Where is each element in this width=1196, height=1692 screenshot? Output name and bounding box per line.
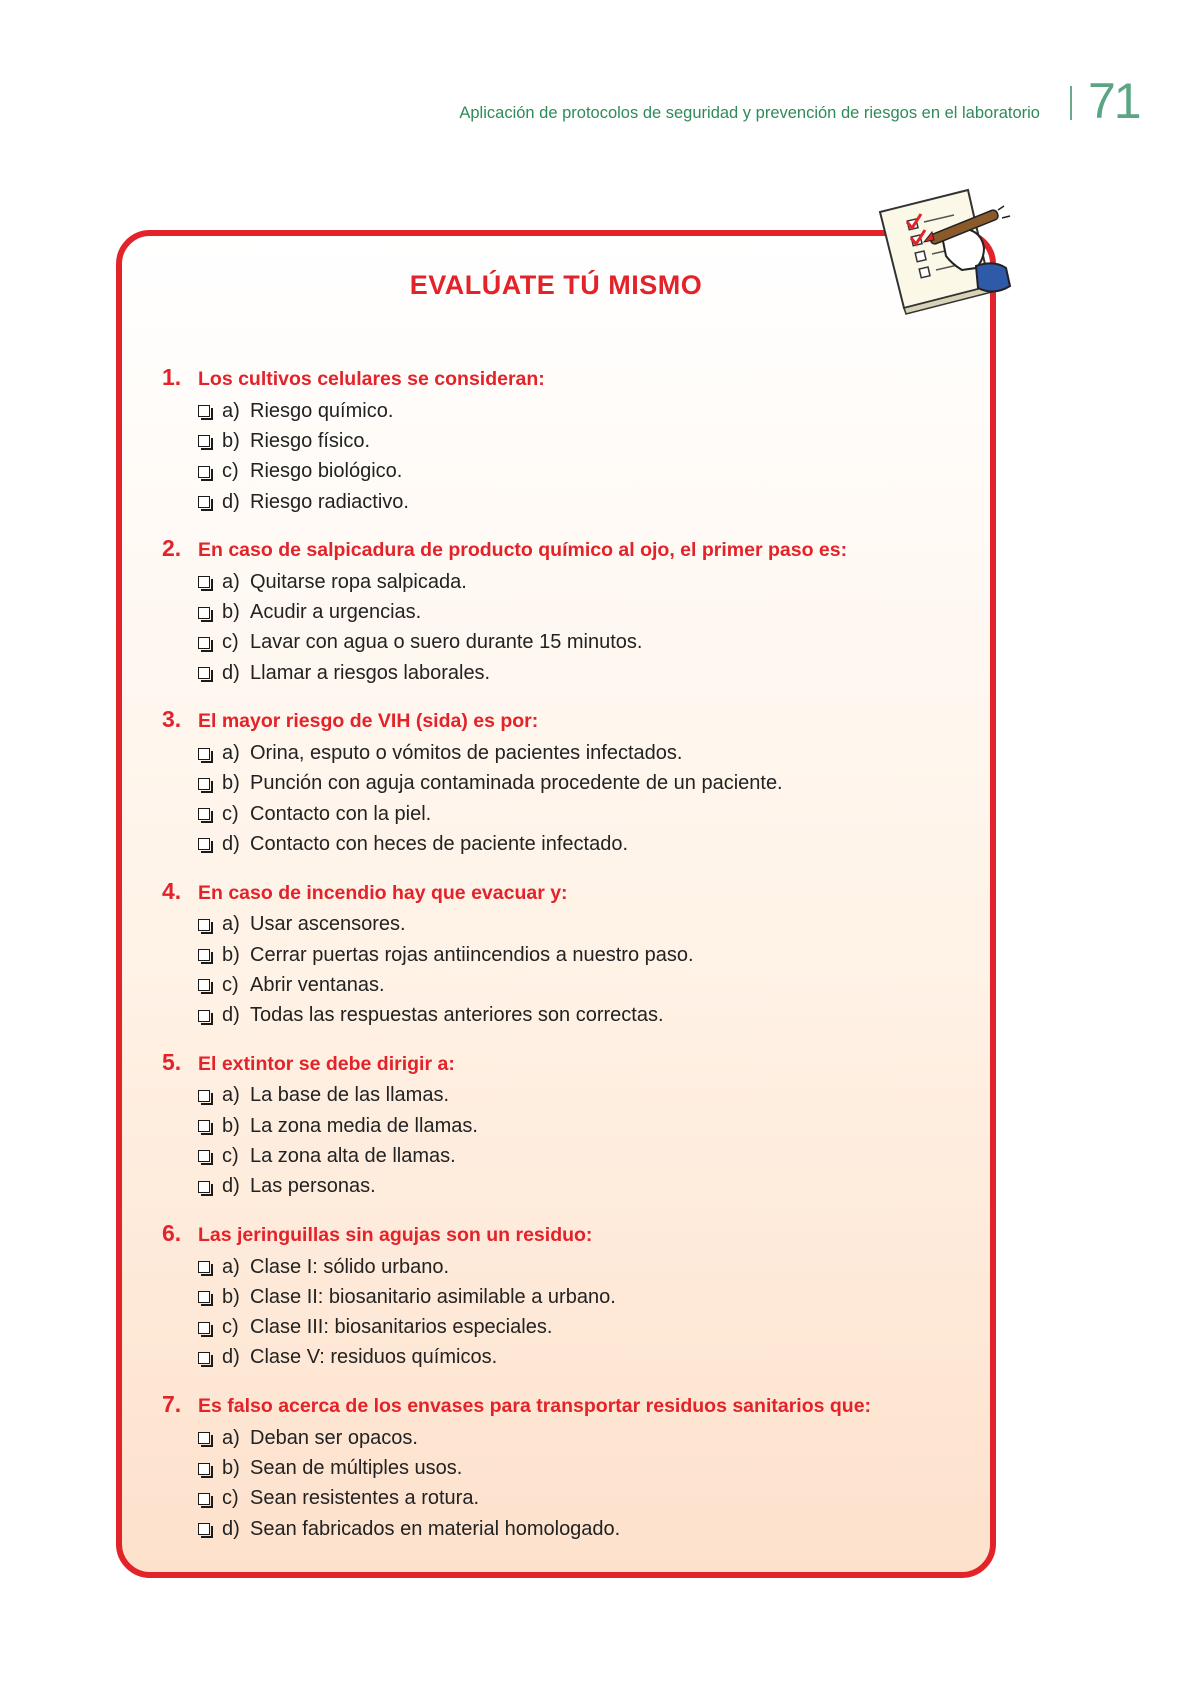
answer-options [162,738,970,859]
option-letter: d) [222,832,240,855]
checkbox-icon[interactable] [198,778,210,790]
question-header [162,878,970,910]
option-text: Sean resistentes a rotura. [250,1487,480,1510]
checkbox-icon[interactable] [198,1291,210,1303]
question-header [162,706,970,738]
option-text: Lavar con agua o suero durante 15 minutos. [250,631,643,654]
option-text: La zona media de llamas. [250,1114,478,1137]
answer-option-a [198,567,970,597]
option-letter: d) [222,1175,240,1198]
question-7 [162,1391,970,1544]
question-6 [162,1220,970,1373]
option-letter: d) [222,661,240,684]
answer-option-d [198,1000,970,1030]
option-text: Riesgo radiactivo. [250,490,409,513]
checkbox-icon[interactable] [198,1090,210,1102]
answer-option-a [198,396,970,426]
option-letter: b) [222,943,240,966]
question-header [162,1049,970,1081]
answer-option-b [198,426,970,456]
checkbox-icon[interactable] [198,1463,210,1475]
option-text: Punción con aguja contaminada procedente de un paciente. [250,772,783,795]
answer-option-c [198,457,970,487]
panel-title: EVALÚATE TÚ MISMO [409,270,703,300]
option-text: Contacto con la piel. [250,802,432,825]
question-2 [162,535,970,688]
question-3 [162,706,970,859]
checkbox-icon[interactable] [198,667,210,679]
checkbox-icon[interactable] [198,607,210,619]
answer-option-c [198,1313,970,1343]
option-text: Clase V: residuos químicos. [250,1346,498,1369]
answer-option-d [198,829,970,859]
answer-option-b [198,597,970,627]
option-letter: c) [222,802,239,825]
option-letter: c) [222,460,239,483]
question-4 [162,878,970,1031]
answer-options [162,396,970,517]
checkbox-icon[interactable] [198,748,210,760]
option-text: Riesgo biológico. [250,460,403,483]
option-text: Clase III: biosanitarios especiales. [250,1316,553,1339]
answer-option-b [198,1282,970,1312]
question-header [162,1220,970,1252]
option-letter: d) [222,1517,240,1540]
answer-option-d [198,658,970,688]
option-text: Abrir ventanas. [250,973,385,996]
question-number: 3. [162,706,182,733]
question-text: Es falso acerca de los envases para transportar residuos sanitarios que: [198,1395,872,1418]
answer-option-c [198,799,970,829]
page-number: 71 [1088,73,1140,129]
checkbox-icon[interactable] [198,979,210,991]
answer-option-a [198,1252,970,1282]
answer-option-a [198,1081,970,1111]
option-letter: c) [222,1487,239,1510]
option-letter: d) [222,1004,240,1027]
question-text: Los cultivos celulares se consideran: [198,368,545,390]
question-5 [162,1049,970,1202]
checkbox-icon[interactable] [198,1120,210,1132]
checkbox-icon[interactable] [198,1493,210,1505]
option-letter: a) [222,913,240,936]
question-header [162,364,970,396]
option-letter: b) [222,772,240,795]
answer-option-c [198,1141,970,1171]
checkbox-icon[interactable] [198,435,210,447]
checkbox-icon[interactable] [198,405,210,417]
answer-option-b [198,1453,970,1483]
question-header [162,535,970,567]
option-text: Acudir a urgencias. [250,601,422,624]
option-text: Sean de múltiples usos. [250,1457,463,1480]
answer-option-c [198,1484,970,1514]
quiz-question-list [162,364,970,1562]
option-letter: a) [222,399,240,422]
answer-options [162,910,970,1031]
checklist-pen-hand-icon [872,188,1018,318]
running-header: Aplicación de protocolos de seguridad y prevención de riesgos en el laboratorio [459,104,1040,122]
checkbox-icon[interactable] [198,576,210,588]
option-letter: b) [222,1457,240,1480]
option-letter: a) [222,1426,240,1449]
option-letter: d) [222,1346,240,1369]
checkbox-icon[interactable] [198,1352,210,1364]
question-number: 6. [162,1219,182,1246]
checkbox-icon[interactable] [198,637,210,649]
option-letter: b) [222,429,240,452]
answer-option-b [198,940,970,970]
option-letter: a) [222,1255,240,1278]
answer-option-d [198,487,970,517]
question-1 [162,364,970,517]
option-text: La base de las llamas. [250,1084,450,1107]
answer-options [162,1081,970,1202]
checkbox-icon[interactable] [198,1432,210,1444]
question-text: En caso de incendio hay que evacuar y: [198,881,568,904]
option-text: Sean fabricados en material homologado. [250,1517,621,1540]
answer-option-d [198,1343,970,1373]
option-letter: a) [222,1084,240,1107]
answer-option-a [198,738,970,768]
option-text: Clase I: sólido urbano. [250,1255,450,1278]
option-letter: c) [222,1144,239,1167]
option-letter: c) [222,1316,239,1339]
checkbox-icon[interactable] [198,496,210,508]
checkbox-icon[interactable] [198,919,210,931]
option-text: Cerrar puertas rojas antiincendios a nuestro paso. [250,943,694,966]
option-text: Quitarse ropa salpicada. [250,570,467,593]
option-letter: b) [222,601,240,624]
answer-option-d [198,1514,970,1544]
answer-option-b [198,769,970,799]
option-letter: a) [222,742,240,765]
question-text: Las jeringuillas sin agujas son un residuo: [198,1223,593,1246]
option-text: Las personas. [250,1175,376,1198]
checkbox-icon[interactable] [198,949,210,961]
checkbox-icon[interactable] [198,1261,210,1273]
answer-option-d [198,1172,970,1202]
answer-option-c [198,970,970,1000]
checkbox-icon[interactable] [198,1010,210,1022]
answer-options [162,1252,970,1373]
question-text: El extintor se debe dirigir a: [198,1052,455,1075]
option-letter: a) [222,570,240,593]
checkbox-icon[interactable] [198,808,210,820]
question-number: 1. [162,364,182,390]
option-letter: d) [222,490,240,513]
option-text: Todas las respuestas anteriores son correctas. [250,1004,664,1027]
answer-option-b [198,1111,970,1141]
checkbox-icon[interactable] [198,1150,210,1162]
question-text: En caso de salpicadura de producto químico al ojo, el primer paso es: [198,539,848,562]
question-number: 7. [162,1391,182,1418]
option-text: Clase II: biosanitario asimilable a urbano. [250,1285,616,1308]
checkbox-icon[interactable] [198,1523,210,1535]
question-text: El mayor riesgo de VIH (sida) es por: [198,710,539,733]
option-text: Riesgo físico. [250,429,371,452]
option-text: Contacto con heces de paciente infectado. [250,832,629,855]
question-header [162,1391,970,1423]
option-letter: c) [222,631,239,654]
page-number-rule [1070,86,1072,120]
checkbox-icon[interactable] [198,1181,210,1193]
answer-options [162,1423,970,1544]
option-text: Deban ser opacos. [250,1426,418,1449]
option-text: La zona alta de llamas. [250,1144,456,1167]
checkbox-icon[interactable] [198,466,210,478]
answer-options [162,567,970,688]
option-letter: b) [222,1285,240,1308]
option-text: Usar ascensores. [250,913,406,936]
question-number: 5. [162,1048,182,1075]
answer-option-a [198,1423,970,1453]
option-text: Llamar a riesgos laborales. [250,661,491,684]
self-assessment-panel [116,230,996,1578]
option-text: Riesgo químico. [250,399,394,422]
option-letter: b) [222,1114,240,1137]
answer-option-c [198,628,970,658]
question-number: 2. [162,535,182,562]
option-letter: c) [222,973,239,996]
answer-option-a [198,910,970,940]
checkbox-icon[interactable] [198,838,210,850]
option-text: Orina, esputo o vómitos de pacientes infectados. [250,742,683,765]
question-number: 4. [162,877,182,904]
checkbox-icon[interactable] [198,1322,210,1334]
